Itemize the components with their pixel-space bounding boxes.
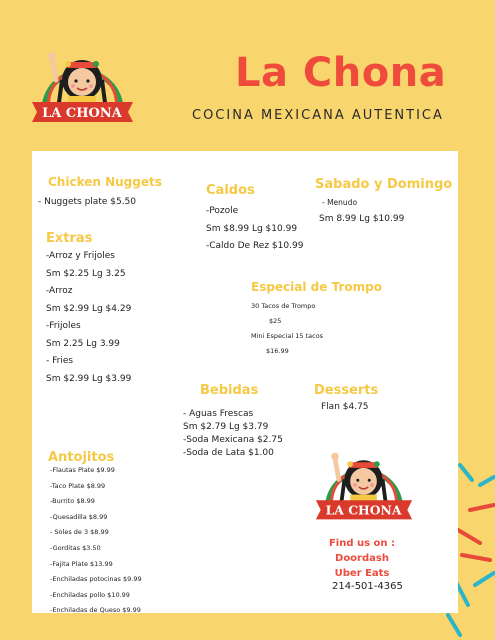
section-title-sabado-domingo: Sabado y Domingo: [315, 177, 453, 192]
brand-subtitle: COCINA MEXICANA AUTENTICA: [192, 108, 444, 123]
service-doordash: Doordash: [335, 553, 389, 564]
service-ubereats: Uber Eats: [334, 568, 390, 579]
section-title-caldos: Caldos: [206, 183, 255, 198]
menu-item: -Soda Mexicana $2.75: [183, 435, 283, 445]
menu-item: Sm $2.79 Lg $3.79: [183, 422, 269, 432]
menu-item: -Burrito $8.99: [50, 497, 95, 506]
find-us-label: Find us on :: [328, 538, 396, 549]
phone-number: 214-501-4365: [332, 581, 403, 592]
bebidas-list: [183, 409, 283, 461]
menu-item: Sm $2.25 Lg 3.25: [46, 268, 126, 279]
menu-item: - Soles de 3 $8.99: [50, 528, 109, 537]
menu-item: Sm $2.99 Lg $4.29: [46, 303, 132, 314]
menu-item: -Enchiladas de Queso $9.99: [50, 606, 141, 615]
section-title-chicken-nuggets: Chicken Nuggets: [48, 175, 162, 189]
section-title-antojitos: Antojitos: [48, 450, 115, 465]
menu-item: $25: [269, 317, 282, 325]
menu-item: -Taco Plate $8.99: [50, 481, 106, 490]
menu-item: Sm $8.99 Lg $10.99: [206, 223, 298, 234]
menu-item: -Fajita Plate $13.99: [50, 559, 113, 568]
section-title-bebidas: Bebidas: [200, 383, 259, 398]
menu-item: Flan $4.75: [321, 402, 369, 412]
menu-item: -Soda de Lata $1.00: [183, 448, 274, 458]
extras-list: [46, 251, 131, 391]
antojitos-list: [50, 466, 142, 622]
logo-top: [30, 40, 135, 135]
find-us-block: [312, 536, 412, 581]
menu-item: -Frijoles: [46, 321, 81, 331]
menu-item: Sm 8.99 Lg $10.99: [319, 214, 405, 224]
menu-card: [32, 151, 458, 613]
menu-item: Sm 2.25 Lg 3.99: [46, 338, 120, 349]
menu-item: -Caldo De Rez $10.99: [206, 241, 304, 251]
menu-item: -Quesadilla $8.99: [50, 512, 108, 521]
menu-item: -Gorditas $3.50: [50, 543, 101, 552]
caldos-list: [206, 206, 303, 259]
brand-title: La Chona: [235, 50, 447, 96]
menu-item: 30 Tacos de Trompo: [251, 302, 316, 310]
menu-item: -Flautas Plate $9.99: [50, 466, 115, 474]
menu-item: - Fries: [46, 356, 74, 366]
menu-item: -Pozole: [206, 206, 239, 216]
logo-text: LA CHONA: [325, 502, 402, 518]
menu-item: Mini Especial 15 tacos: [251, 332, 324, 340]
section-title-desserts: Desserts: [314, 383, 379, 398]
menu-item: - Nuggets plate $5.50: [38, 197, 137, 207]
section-title-especial-trompo: Especial de Trompo: [251, 280, 382, 294]
logo-bottom: [314, 439, 414, 534]
menu-item: -Arroz: [46, 286, 73, 296]
menu-item: Sm $2.99 Lg $3.99: [46, 373, 132, 384]
menu-item: - Aguas Frescas: [183, 409, 254, 419]
menu-item: $16.99: [266, 347, 289, 355]
section-title-extras: Extras: [46, 231, 93, 246]
menu-item: -Arroz y Frijoles: [46, 251, 115, 261]
logo-text: LA CHONA: [42, 106, 122, 121]
menu-item: -Enchiladas potocinas $9.99: [50, 575, 142, 584]
menu-item: -Enchiladas pollo $10.99: [50, 590, 130, 599]
menu-item: - Menudo: [322, 198, 358, 207]
